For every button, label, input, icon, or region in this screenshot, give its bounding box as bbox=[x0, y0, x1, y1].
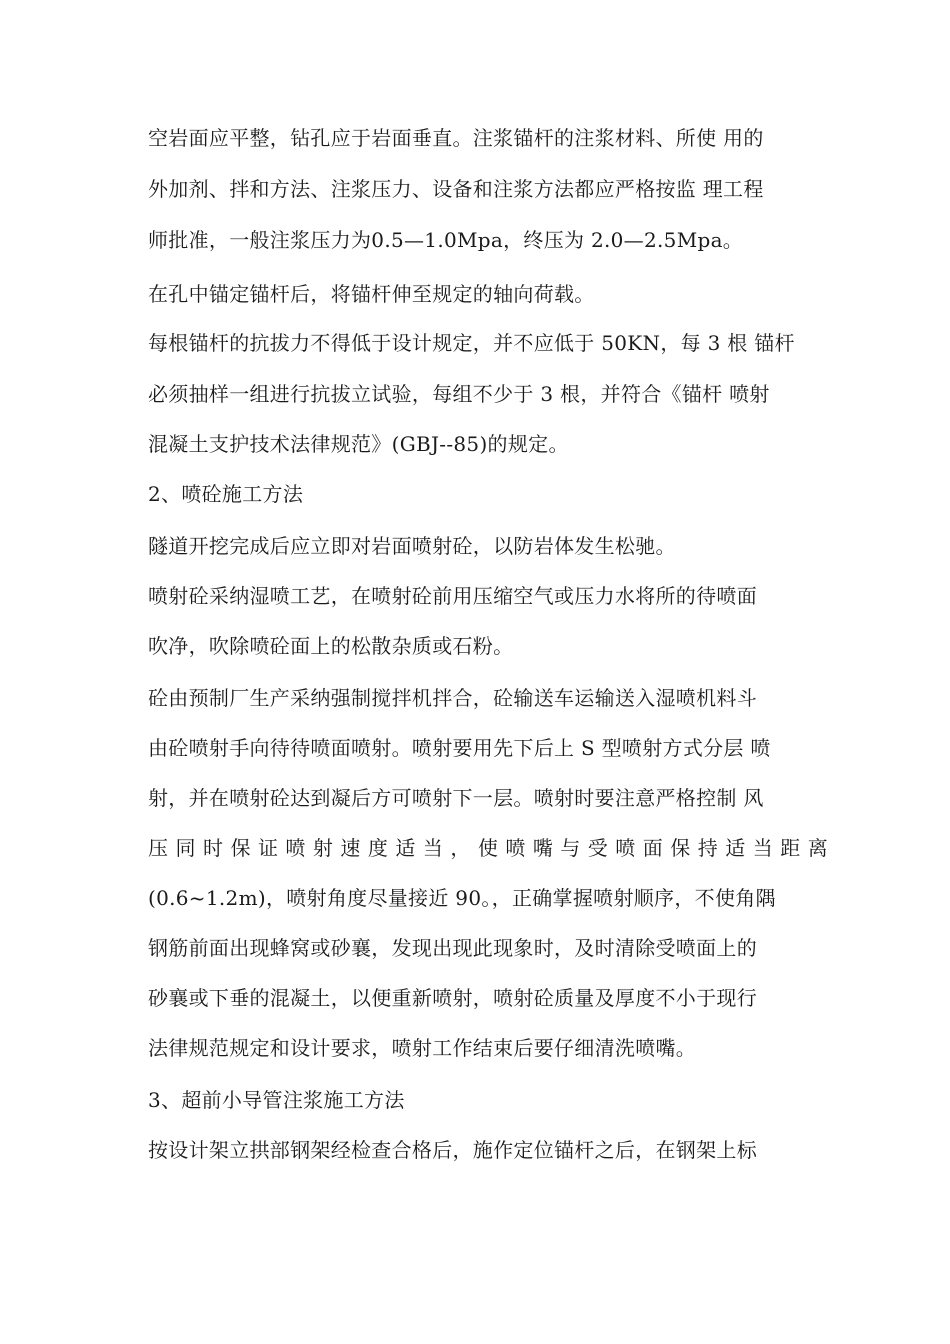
text-line: 压同时保证喷射速度适当，使喷嘴与受喷面保持适当距离 bbox=[148, 836, 828, 860]
section-heading: 3、超前小导管注浆施工方法 bbox=[148, 1088, 405, 1112]
section-heading: 2、喷砼施工方法 bbox=[148, 482, 304, 506]
text-line: 按设计架立拱部钢架经检查合格后，施作定位锚杆之后，在钢架上标 bbox=[148, 1138, 757, 1162]
text-line: 隧道开挖完成后应立即对岩面喷射砼，以防岩体发生松驰。 bbox=[148, 534, 676, 558]
text-line: 喷射砼采纳湿喷工艺，在喷射砼前用压缩空气或压力水将所的待喷面 bbox=[148, 584, 757, 608]
text-line: 由砼喷射手向待待喷面喷射。喷射要用先下后上 S 型喷射方式分层 喷 bbox=[148, 736, 771, 760]
text-line: 混凝土支护技术法律规范》(GBJ--85)的规定。 bbox=[148, 432, 569, 456]
text-line: 必须抽样一组进行抗拔立试验，每组不少于 3 根，并符合《锚杆 喷射 bbox=[148, 382, 770, 406]
text-line: 在孔中锚定锚杆后，将锚杆伸至规定的轴向荷载。 bbox=[148, 282, 595, 306]
text-line: 射，并在喷射砼达到凝后方可喷射下一层。喷射时要注意严格控制 风 bbox=[148, 786, 764, 810]
text-line: 吹净，吹除喷砼面上的松散杂质或石粉。 bbox=[148, 634, 514, 658]
text-line: 砼由预制厂生产采纳强制搅拌机拌合，砼输送车运输送入湿喷机料斗 bbox=[148, 686, 757, 710]
text-line: (0.6~1.2m)，喷射角度尽量接近 90。，正确掌握喷射顺序，不使角隅 bbox=[148, 886, 776, 910]
text-line: 空岩面应平整，钻孔应于岩面垂直。注浆锚杆的注浆材料、所使 用的 bbox=[148, 126, 764, 150]
text-line: 砂襄或下垂的混凝土，以便重新喷射，喷射砼质量及厚度不小于现行 bbox=[148, 986, 757, 1010]
text-line: 外加剂、拌和方法、注浆压力、设备和注浆方法都应严格按监 理工程 bbox=[148, 177, 764, 201]
text-line: 师批准，一般注浆压力为0.5—1.0Mpa，终压为 2.0—2.5Mpa。 bbox=[148, 228, 744, 252]
text-line: 钢筋前面出现蜂窝或砂襄，发现出现此现象时，及时清除受喷面上的 bbox=[148, 936, 757, 960]
text-line: 法律规范规定和设计要求，喷射工作结束后要仔细清洗喷嘴。 bbox=[148, 1036, 697, 1060]
text-line: 每根锚杆的抗拔力不得低于设计规定，并不应低于 50KN，每 3 根 锚杆 bbox=[148, 331, 795, 355]
